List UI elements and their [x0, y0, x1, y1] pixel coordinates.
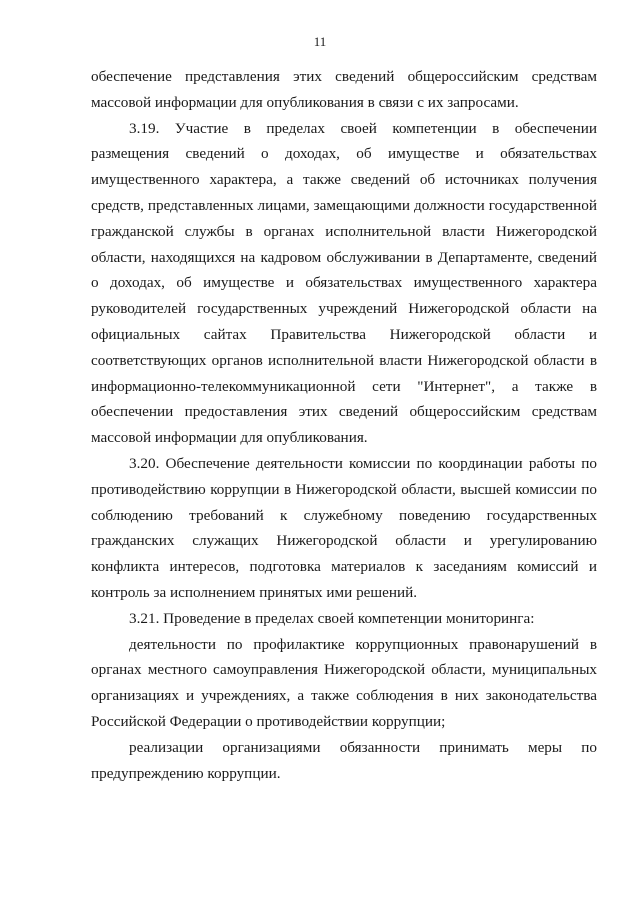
paragraph-3-20: 3.20. Обеспечение деятельности комиссии по координации работы по противодействию коррупции в Нижегородской области, высшей комиссии по соблюдению требований к служебному поведению государственных гражданских служащих Нижегородской области и урегулированию конфликта интересов, подготовка материалов к заседаниям комиссий и контроль за исполнением принятых ими решений.	[91, 454, 597, 601]
paragraph-3-21: 3.21. Проведение в пределах своей компетенции мониторинга:	[129, 609, 535, 627]
paragraph-monitoring-item-2: реализации организациями обязанности принимать меры по предупреждению коррупции.	[91, 738, 597, 782]
paragraph-3-19: 3.19. Участие в пределах своей компетенции в обеспечении размещения сведений о доходах, об имуществе и обязательствах имущественного характера, а также сведений об источниках получения средств, представленных лицами, замещающими должности государственной гражданской службы в органах исполнительной власти Нижегородской области, находящихся на кадровом обслуживании в Департаменте, сведений о доходах, об имуществе и обязательствах имущественного характера руководителей государственных учреждений Нижегородской области на официальных сайтах Правительства Нижегородской области и соответствующих органов исполнительной власти Нижегородской области в информационно-телекоммуникационной сети "Интернет", а также в обеспечении предоставления этих сведений общероссийским средствам массовой информации для опубликования.	[91, 119, 597, 447]
page-number: 11	[313, 34, 327, 49]
paragraph-monitoring-item-1: деятельности по профилактике коррупционных правонарушений в органах местного самоуправления Нижегородской области, муниципальных организациях и учреждениях, а также соблюдения в них законодательства Российской Федерации о противодействии коррупции;	[91, 635, 597, 730]
document-body	[91, 64, 597, 786]
paragraph-continuation: обеспечение представления этих сведений общероссийским средствам массовой информации для опубликования в связи с их запросами.	[91, 68, 597, 111]
